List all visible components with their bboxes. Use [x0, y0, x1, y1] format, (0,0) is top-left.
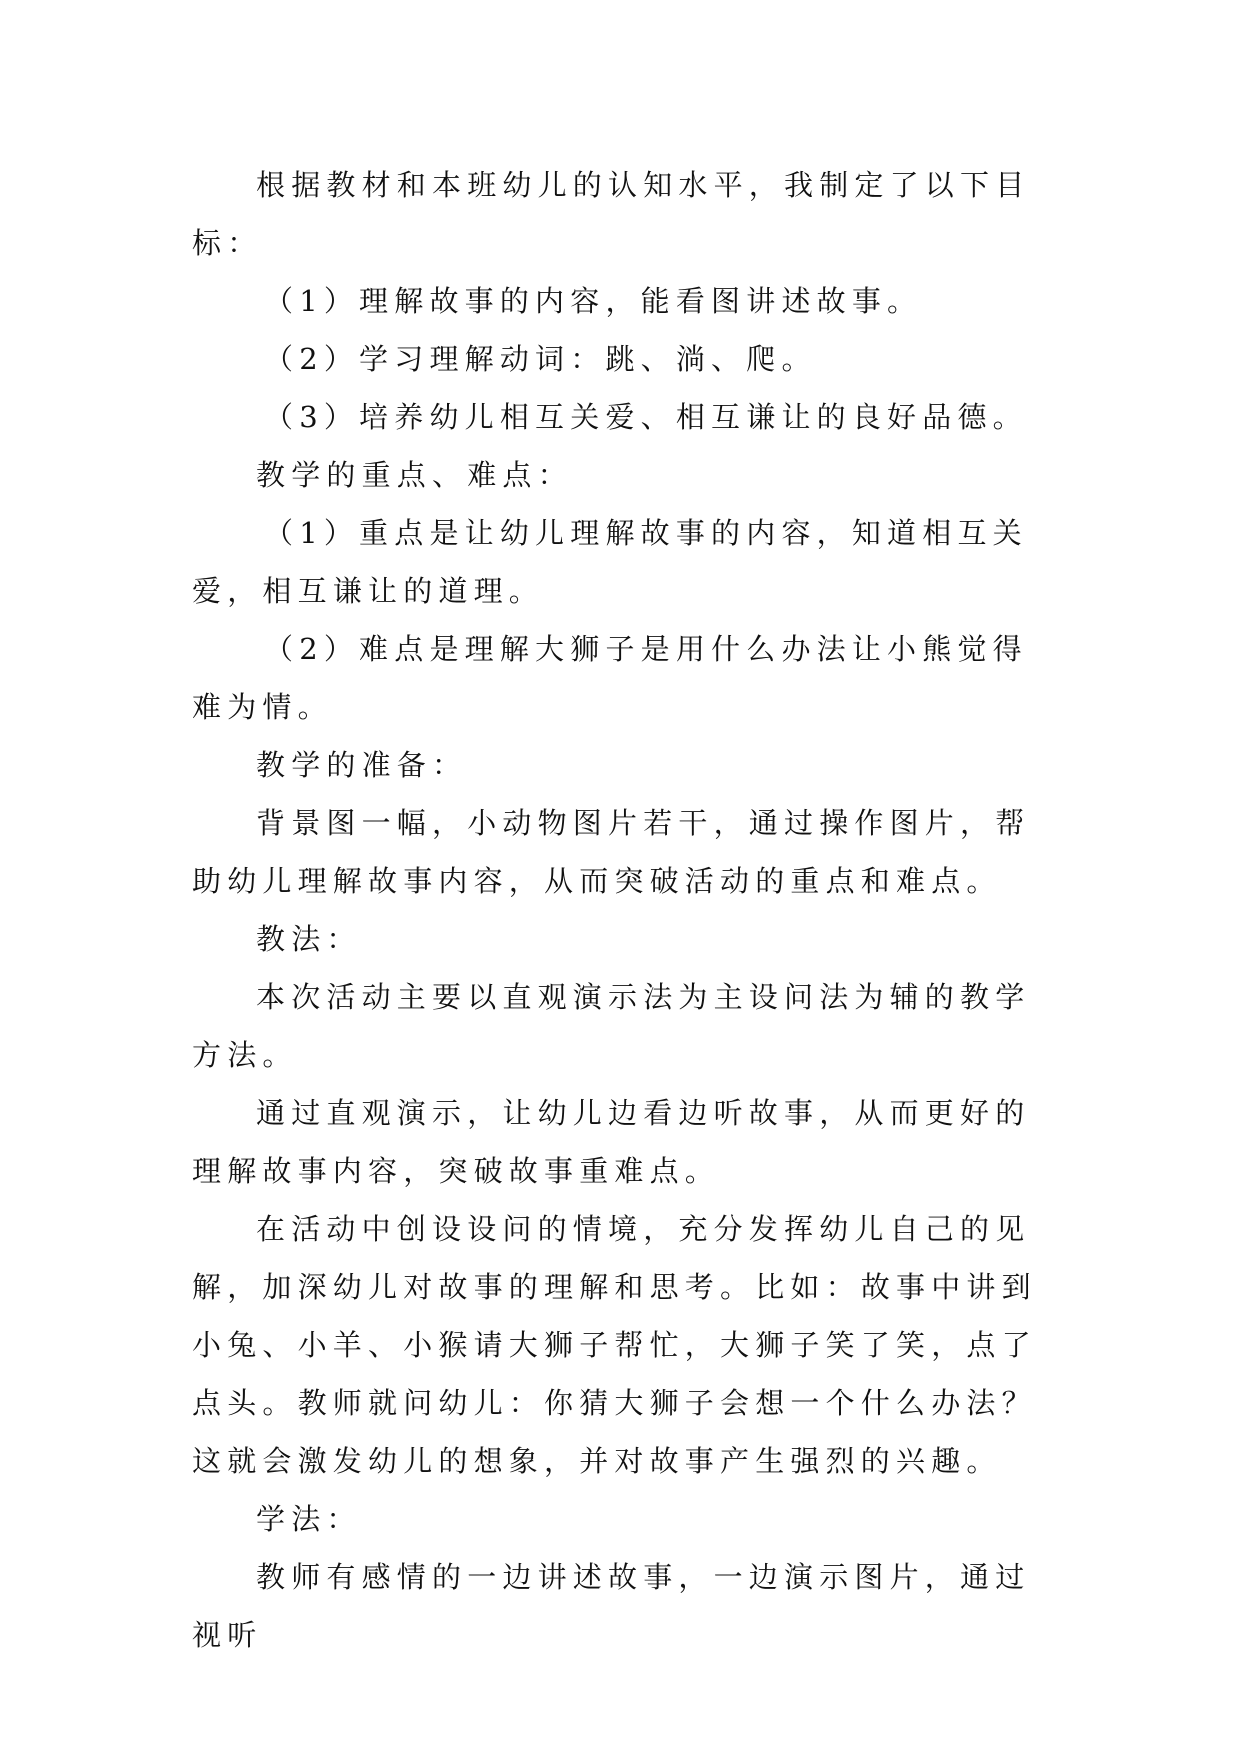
paragraph-goal-1: （1）理解故事的内容，能看图讲述故事。 — [264, 284, 923, 318]
paragraph-goal-2: （2）学习理解动词：跳、淌、爬。 — [264, 342, 817, 376]
paragraph-goals-intro: 根据教材和本班幼儿的认知水平，我制定了以下目标： — [192, 168, 1031, 260]
paragraph-questioning: 在活动中创设设问的情境，充分发挥幼儿自己的见解，加深幼儿对故事的理解和思考。比如：故事中讲到小兔、小羊、小猴请大狮子帮忙，大狮子笑了笑，点了点头。教师就问幼儿：你猜大狮子会想一个什么办法？这就会激发幼儿的想象，并对故事产生强烈的兴趣。 — [192, 1212, 1037, 1478]
paragraph-goal-3: （3）培养幼儿相互关爱、相互谦让的良好品德。 — [264, 400, 1028, 434]
paragraph-key-point: （1）重点是让幼儿理解故事的内容，知道相互关爱，相互谦让的道理。 — [192, 516, 1028, 608]
paragraph-demonstration: 通过直观演示，让幼儿边看边听故事，从而更好的理解故事内容，突破故事重难点。 — [192, 1096, 1031, 1188]
paragraph-teaching-method-heading: 教法： — [256, 922, 362, 956]
paragraph-preparation: 背景图一幅，小动物图片若干，通过操作图片，帮助幼儿理解故事内容，从而突破活动的重点和难点。 — [192, 806, 1031, 898]
paragraph-difficult-point: （2）难点是理解大狮子是用什么办法让小熊觉得难为情。 — [192, 632, 1028, 724]
paragraph-teaching-method: 本次活动主要以直观演示法为主设问法为辅的教学方法。 — [192, 980, 1031, 1072]
paragraph-preparation-heading: 教学的准备： — [256, 748, 468, 782]
paragraph-learning-method: 教师有感情的一边讲述故事，一边演示图片，通过视听 — [192, 1560, 1031, 1652]
paragraph-learning-method-heading: 学法： — [256, 1502, 362, 1536]
paragraph-key-points-heading: 教学的重点、难点： — [256, 458, 573, 492]
document-body — [192, 156, 1052, 1664]
